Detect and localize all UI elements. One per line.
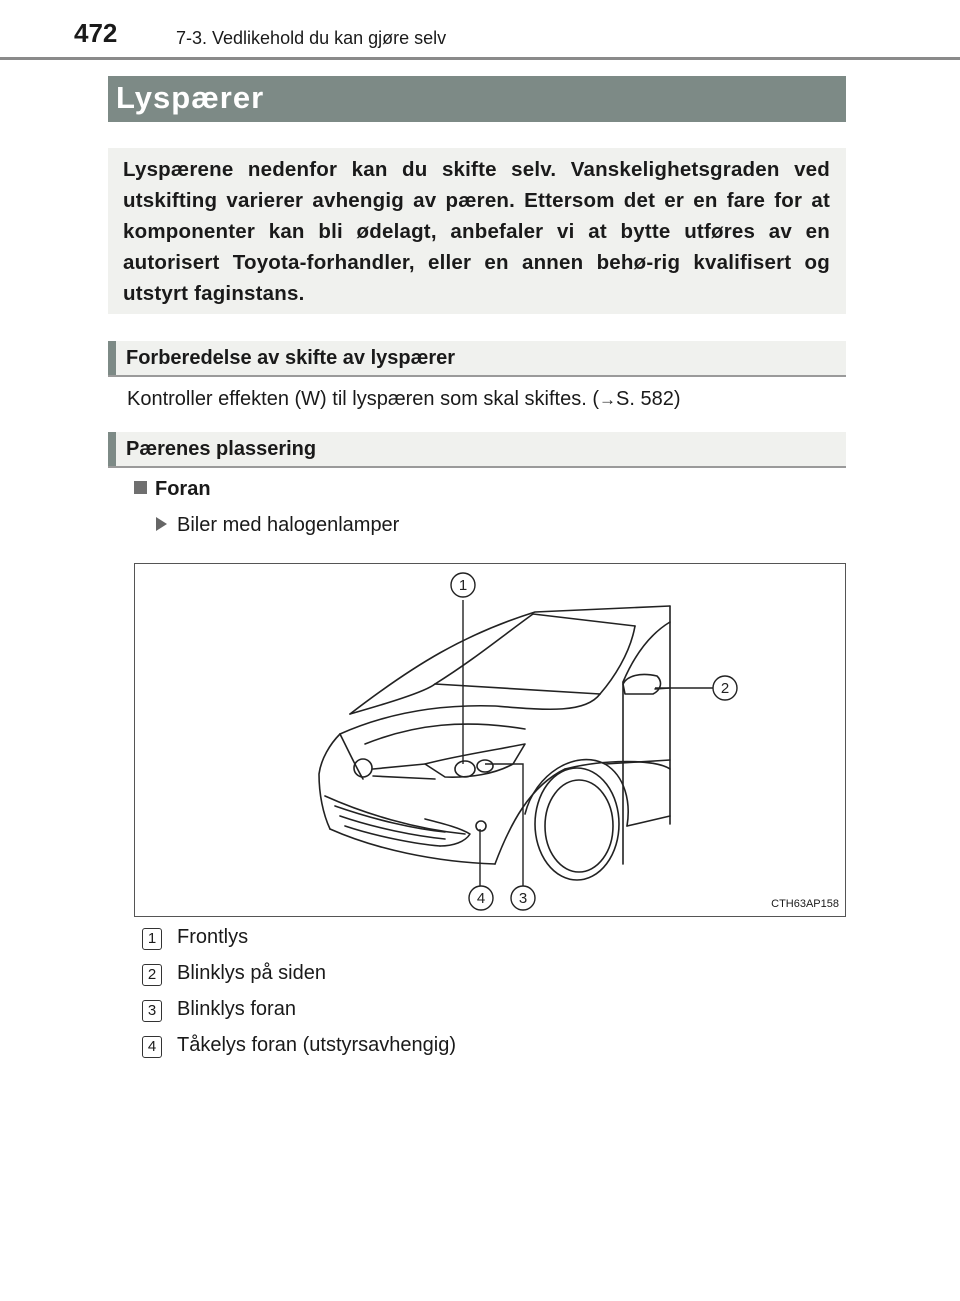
callout-4: 4 <box>476 890 486 907</box>
intro-box <box>108 148 846 314</box>
header-rule <box>0 57 960 60</box>
callout-2: 2 <box>720 680 730 697</box>
page-number: 472 <box>74 18 118 48</box>
callout-1: 1 <box>458 577 468 594</box>
preparation-text-main: Kontroller effekten (W) til lyspæren som skal skiftes. ( <box>127 388 599 410</box>
reference-arrow: → <box>599 390 616 409</box>
preparation-text <box>127 388 680 411</box>
car-front-illustration <box>135 564 847 918</box>
intro-text: Lyspærene nedenfor kan du skifte selv. Vanskelighetsgraden ved utskifting varierer avhengig av pæren. Ettersom det er en fare for at komponenter kan bli ødelagt, anbefaler vi at bytte utføres av en autorisert Toyota-forhandler, eller en annen behø-rig kvalifisert og utstyrt faginstans. <box>123 158 830 305</box>
page-reference-link[interactable]: S. 582) <box>616 388 681 410</box>
variant-line <box>156 514 399 537</box>
variant-label: Biler med halogenlamper <box>177 514 400 536</box>
legend-number-2: 2 <box>142 964 162 986</box>
chapter-header: 7-3. Vedlikehold du kan gjøre selv <box>176 28 447 48</box>
triangle-bullet-icon <box>156 517 167 531</box>
legend-label-3: Blinklys foran <box>177 998 296 1020</box>
main-title-bar <box>108 76 846 122</box>
legend-label-2: Blinklys på siden <box>177 962 326 984</box>
section-bar-preparation <box>108 341 846 377</box>
legend-number-4: 4 <box>142 1036 162 1058</box>
legend-label-1: Frontlys <box>177 926 249 948</box>
car-figure <box>134 563 846 917</box>
section-title-preparation: Forberedelse av skifte av lyspærer <box>126 347 456 369</box>
square-bullet-icon <box>134 481 147 494</box>
subhead-front-label: Foran <box>155 478 211 500</box>
main-title: Lyspærer <box>116 80 265 115</box>
callout-3: 3 <box>518 890 528 907</box>
legend-number-1: 1 <box>142 928 162 950</box>
figure-code: CTH63AP158 <box>771 898 839 910</box>
legend-number-3: 3 <box>142 1000 162 1022</box>
section-title-locations: Pærenes plassering <box>126 438 317 460</box>
legend-label-4: Tåkelys foran (utstyrsavhengig) <box>177 1034 457 1056</box>
subhead-front <box>134 478 211 501</box>
section-bar-locations <box>108 432 846 468</box>
